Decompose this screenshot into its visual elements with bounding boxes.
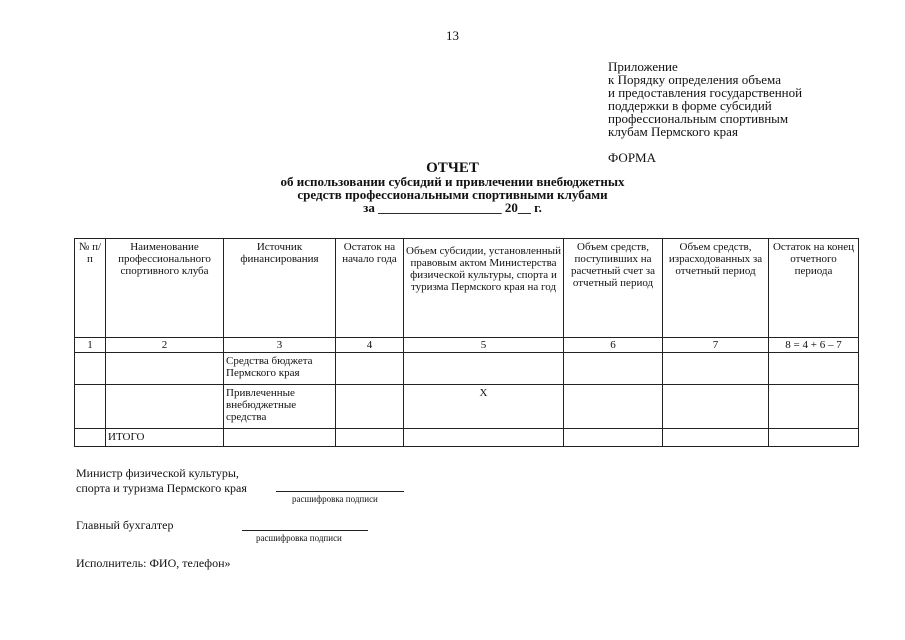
table-cell xyxy=(404,429,564,447)
report-table xyxy=(74,238,859,447)
header-cell: Объем средств, поступивших на расчетный счет за отчетный период xyxy=(564,239,663,338)
column-number: 6 xyxy=(564,338,663,353)
title-period-line: за ___________________ 20__ г. xyxy=(363,200,542,215)
table-cell xyxy=(564,385,663,429)
column-number: 3 xyxy=(224,338,336,353)
marker-cell: X xyxy=(404,385,564,429)
table-cell xyxy=(769,385,859,429)
table-cell xyxy=(106,353,224,385)
appendix-line: Приложение xyxy=(608,59,678,74)
table-row xyxy=(75,385,859,429)
header-cell: Объем субсидии, установленный правовым актом Министерства физической культуры, спорта и туризма Пермского края на год xyxy=(404,239,564,338)
header-cell: Наименование профессионального спортивного клуба xyxy=(106,239,224,338)
table-cell xyxy=(769,429,859,447)
appendix-line: клубам Пермского края xyxy=(608,124,738,139)
minister-title-line1: Министр физической культуры, xyxy=(76,466,239,480)
header-cell: Источник финансирования xyxy=(224,239,336,338)
header-row xyxy=(75,239,859,338)
column-number: 5 xyxy=(404,338,564,353)
table-cell xyxy=(224,429,336,447)
table-cell xyxy=(75,385,106,429)
column-number: 2 xyxy=(106,338,224,353)
header-cell: № п/п xyxy=(75,239,106,338)
title-line: средств профессиональными спортивными клубами xyxy=(297,187,608,202)
total-row xyxy=(75,429,859,447)
table-cell xyxy=(663,429,769,447)
title-line: об использовании субсидий и привлечении внебюджетных xyxy=(280,174,625,189)
accountant-title: Главный бухгалтер xyxy=(76,518,174,532)
table-row xyxy=(75,353,859,385)
source-cell: Привлеченные внебюджетные средства xyxy=(224,385,336,429)
column-number: 4 xyxy=(336,338,404,353)
minister-signature-line xyxy=(276,491,404,492)
total-label: ИТОГО xyxy=(106,429,224,447)
header-cell: Остаток на начало года xyxy=(336,239,404,338)
table-cell xyxy=(336,385,404,429)
table-cell xyxy=(336,353,404,385)
minister-title-line2: спорта и туризма Пермского края xyxy=(76,481,247,495)
table-cell xyxy=(564,429,663,447)
table-cell xyxy=(336,429,404,447)
appendix-block xyxy=(608,60,802,138)
table-cell xyxy=(663,385,769,429)
table-cell xyxy=(75,429,106,447)
header-cell: Объем средств, израсходованных за отчетный период xyxy=(663,239,769,338)
table-cell xyxy=(769,353,859,385)
table-cell xyxy=(106,385,224,429)
title-line: ОТЧЕТ xyxy=(426,160,479,176)
column-number-row xyxy=(75,338,859,353)
report-title xyxy=(0,162,905,214)
table-cell xyxy=(564,353,663,385)
page-number: 13 xyxy=(446,28,459,43)
minister-signature-caption: расшифровка подписи xyxy=(292,494,378,504)
appendix-line: и предоставления государственной xyxy=(608,85,803,100)
header-cell: Остаток на конец отчетного периода xyxy=(769,239,859,338)
table-cell xyxy=(404,353,564,385)
form-label: ФОРМА xyxy=(608,150,656,165)
appendix-line: к Порядку определения объема xyxy=(608,72,781,87)
appendix-line: поддержки в форме субсидий xyxy=(608,98,772,113)
table-cell xyxy=(663,353,769,385)
column-number: 1 xyxy=(75,338,106,353)
executor-line: Исполнитель: ФИО, телефон» xyxy=(76,556,231,570)
table-cell xyxy=(75,353,106,385)
source-cell: Средства бюджета Пермского края xyxy=(224,353,336,385)
accountant-signature-caption: расшифровка подписи xyxy=(256,533,342,543)
appendix-line: профессиональным спортивным xyxy=(608,111,789,126)
accountant-signature-line xyxy=(242,530,368,531)
column-number: 7 xyxy=(663,338,769,353)
column-number: 8 = 4 + 6 – 7 xyxy=(769,338,859,353)
